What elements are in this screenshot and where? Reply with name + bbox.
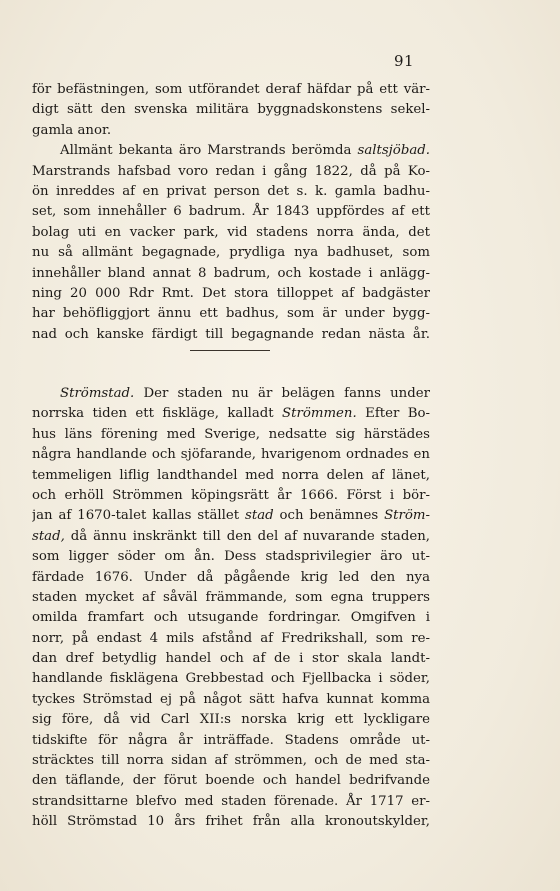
- paragraph-marstrand: [32, 80, 430, 345]
- text-line: set, som innehåller 6 badrum. År 1843 uppfördes af ett: [32, 204, 430, 220]
- text-line: den täflande, der förut boende och handel bedrifvande: [32, 773, 430, 789]
- text-line: strandsittarne blefvo med staden förenade. År 1717 er-: [32, 793, 430, 809]
- text-line: som ligger söder om ån. Dess stadsprivilegier äro ut-: [32, 549, 430, 565]
- text-line: färdade 1676. Under då pågående krig led den nya: [32, 569, 430, 585]
- text-line: stad, då ännu inskränkt till den del af nuvarande staden,: [32, 528, 430, 544]
- italic-term: saltsjöbad.: [357, 143, 430, 159]
- text-line: norrska tiden ett fiskläge, kalladt Strömmen. Efter Bo-: [32, 406, 430, 422]
- text-line: sträcktes till norra sidan af strömmen, och de med sta-: [32, 753, 430, 769]
- paragraph-stromstad: [32, 384, 430, 833]
- text-line: för befästningen, som utförandet deraf häfdar på ett vär-: [32, 82, 430, 97]
- text-line: bolag uti en vacker park, vid stadens norra ända, det: [32, 224, 430, 240]
- text-line: nu så allmänt begagnade, prydliga nya badhuset, som: [32, 245, 430, 261]
- text-line: staden mycket af såväl främmande, som egna truppers: [32, 589, 430, 605]
- text-line: norr, på endast 4 mils afstånd af Fredrikshall, som re-: [32, 630, 430, 646]
- text-line: har behöfliggjort ännu ett badhus, som är under bygg-: [32, 306, 430, 322]
- text-line: några handlande och sjöfarande, hvarigenom ordnades en: [32, 447, 430, 463]
- text-line: omilda framfart och utsugande fordringar. Omgifven i: [32, 610, 430, 626]
- text-line: höll Strömstad 10 års frihet från alla kronoutskylder,: [32, 814, 430, 830]
- text-line: ning 20 000 Rdr Rmt. Det stora tilloppet af badgäster: [32, 285, 430, 301]
- text-line: Strömstad. Der staden nu är belägen fanns under: [60, 386, 430, 401]
- text-line: och erhöll Strömmen köpingsrätt år 1666. Först i bör-: [32, 487, 430, 503]
- italic-term: stad: [245, 508, 274, 524]
- text-line: tyckes Strömstad ej på något sätt hafva kunnat komma: [32, 691, 430, 707]
- text-line: gamla anor.: [32, 122, 112, 138]
- text-line: hus läns förening med Sverige, nedsatte sig härstädes: [32, 426, 430, 442]
- text-line: Marstrands hafsbad voro redan i gång 1822, då på Ko-: [32, 163, 430, 179]
- italic-term: Strömstad.: [60, 386, 135, 401]
- text-line: ön inreddes af en privat person det s. k. gamla badhu-: [32, 183, 430, 199]
- italic-term: stad,: [32, 528, 65, 544]
- section-divider: [190, 350, 270, 351]
- text-line: digt sätt den svenska militära byggnadskonstens sekel-: [32, 102, 430, 118]
- text-line: handlande fisklägena Grebbestad och Fjellbacka i söder,: [32, 671, 430, 687]
- text-line: innehåller bland annat 8 badrum, och kostade i anlägg-: [32, 265, 430, 281]
- text-line: dan dref betydlig handel och af de i stor skala landt-: [32, 651, 430, 667]
- text-line: sig före, då vid Carl XII:s norska krig ett lyckligare: [32, 712, 430, 728]
- text-line: nad och kanske färdigt till begagnande redan nästa år.: [32, 326, 430, 342]
- text-line: tidskifte för några år inträffade. Stadens område ut-: [32, 732, 430, 748]
- italic-term: Ström-: [384, 508, 430, 524]
- page-number: 91: [394, 52, 415, 70]
- text-line: temmeligen liflig landthandel med norra delen af länet,: [32, 467, 430, 483]
- text-line: jan af 1670-talet kallas stället stad och benämnes Ström-: [32, 508, 430, 524]
- italic-term: Strömmen.: [282, 406, 357, 422]
- text-line: Allmänt bekanta äro Marstrands berömda saltsjöbad.: [60, 143, 430, 159]
